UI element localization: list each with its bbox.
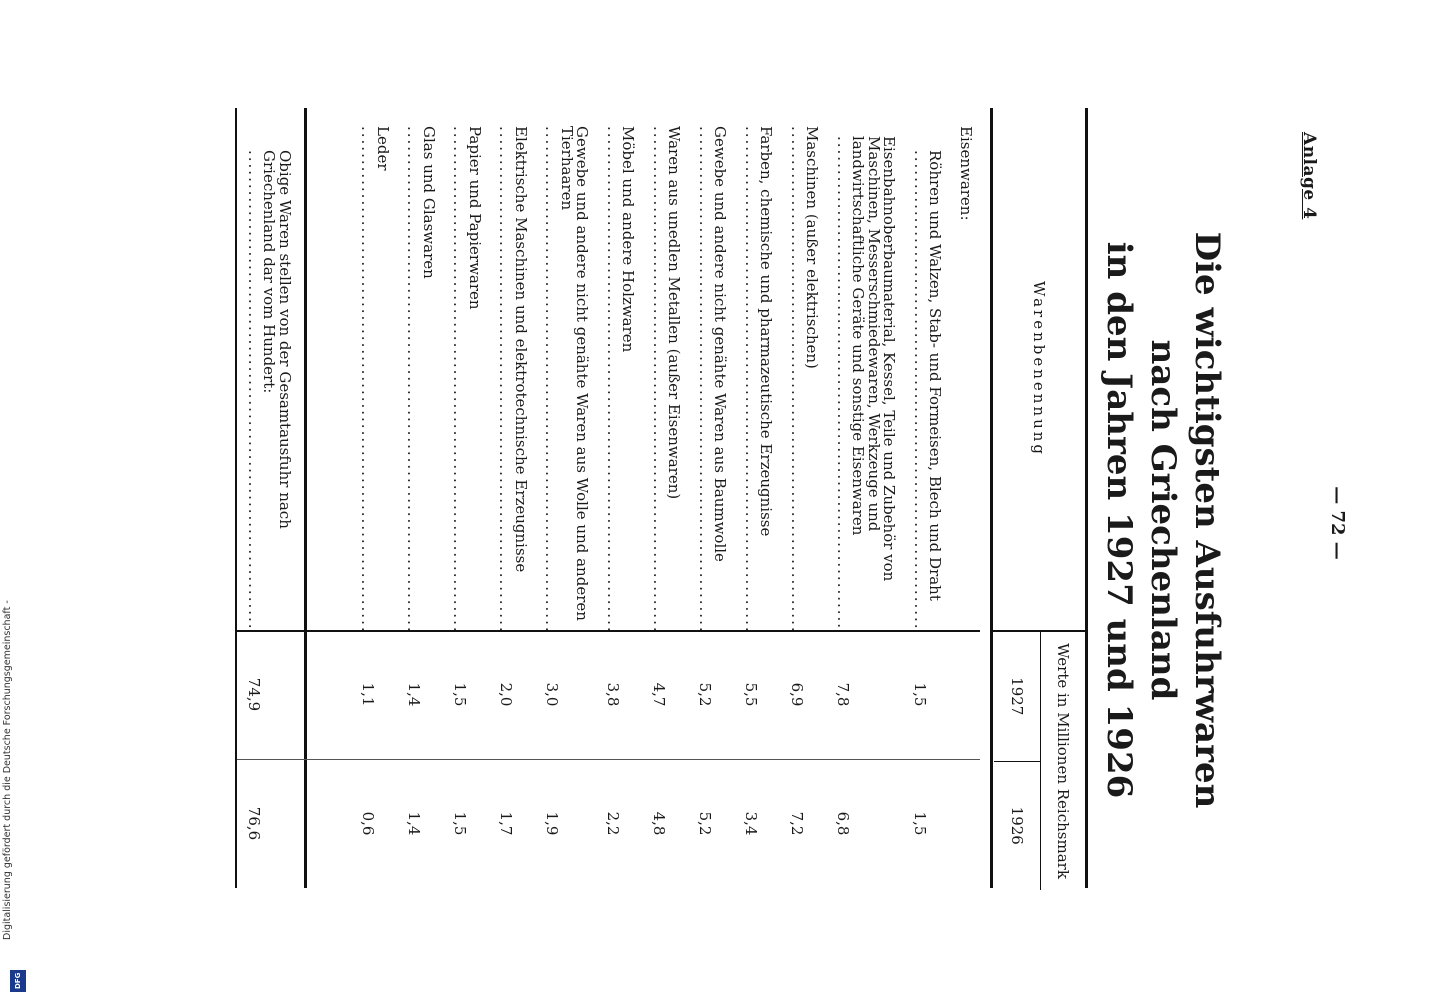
row-label: Gewebe und andere nicht genähte Waren aus Baumwolle ..... <box>689 108 735 630</box>
row-label: Glas und Glaswaren ..... <box>397 108 443 630</box>
value-1927: 2,0 <box>497 682 515 707</box>
row-label: Möbel und andere Holzwaren ..... <box>597 108 643 630</box>
title-line-1: Die wichtigsten Ausfuhrwaren nach Griechenland <box>1143 231 1227 809</box>
table-row <box>643 108 689 888</box>
value-1926: 7,2 <box>788 811 807 836</box>
goods-column-header: Warenbenennung <box>1030 280 1048 458</box>
value-1926: 4,8 <box>650 811 669 836</box>
table-row <box>489 108 535 888</box>
value-1927: 1,4 <box>405 682 423 707</box>
value-1927: 1,5 <box>911 682 930 707</box>
value-1927: 4,7 <box>650 682 669 707</box>
table-row <box>781 108 827 888</box>
value-1927: 5,2 <box>696 682 715 707</box>
dfg-logo: DFG <box>10 970 26 992</box>
table-header <box>990 108 1085 888</box>
summary-value-1927: 74,9 <box>245 677 264 712</box>
values-column-header <box>993 630 1085 890</box>
value-1927: 6,9 <box>788 682 807 707</box>
page-number: — 72 — <box>1327 486 1348 560</box>
row-label: Gewebe und andere nicht genähte Waren aus Wolle und anderen Tierhaaren ..... <box>535 108 597 630</box>
value-1926: 5,2 <box>696 811 715 836</box>
year-header-1926: 1926 <box>994 761 1040 891</box>
row-label: Elektrische Maschinen und elektrotechnische Erzeugnisse ..... <box>489 108 535 630</box>
table-row <box>535 108 597 888</box>
table-row <box>351 108 397 888</box>
value-1926: 2,2 <box>604 811 623 836</box>
value-1927: 5,5 <box>742 682 761 707</box>
table-row <box>689 108 735 888</box>
value-1927: 3,8 <box>604 682 623 707</box>
table-row <box>827 108 904 888</box>
row-label: Eisenbahnoberbaumaterial, Kessel, Teile und Zubehör von Maschinen, Messerschmiedewaren, Werkzeuge und landwirtschaftliche Geräte und sonstige Eisenwaren ..... <box>827 108 904 630</box>
row-label: Röhren und Walzen, Stab- und Formeisen, Blech und Draht ..... <box>904 108 950 630</box>
value-1926: 1,5 <box>451 811 469 836</box>
value-1926 <box>950 759 981 888</box>
export-table <box>236 108 1089 888</box>
value-1926: 1,9 <box>543 811 561 836</box>
value-1926: 0,6 <box>359 811 377 836</box>
year-headers <box>994 632 1040 890</box>
summary-label: Obige Waren stellen von der Gesamtausfuhr nach Griechenland dar vom Hundert: ..... <box>238 108 305 630</box>
row-label: Leder ..... <box>351 108 397 630</box>
table-body <box>238 108 981 888</box>
value-1926: 1,5 <box>911 811 930 836</box>
row-label: Waren aus unedlen Metallen (außer Eisenwaren) ..... <box>643 108 689 630</box>
value-1926: 1,7 <box>497 811 515 836</box>
year-header-1927: 1927 <box>1008 677 1026 716</box>
table-row <box>950 108 981 888</box>
column-divider <box>238 630 981 632</box>
value-1927: 1,1 <box>359 682 377 707</box>
table-row <box>443 108 489 888</box>
digitization-note: Digitalisierung gefördert durch die Deutsche Forschungsgemeinschaft - <box>2 600 13 940</box>
table-row <box>597 108 643 888</box>
value-1926: 1,4 <box>405 811 423 836</box>
value-1926: 6,8 <box>834 811 853 836</box>
row-label: Papier und Papierwaren ..... <box>443 108 489 630</box>
value-1927: 1,5 <box>451 682 469 707</box>
table-row <box>397 108 443 888</box>
year-divider <box>238 759 981 760</box>
row-label: Eisenwaren: <box>957 126 975 221</box>
summary-value-1926: 76,6 <box>245 806 264 841</box>
value-1927: 3,0 <box>543 682 561 707</box>
summary-row <box>238 108 308 888</box>
value-1926: 3,4 <box>742 811 761 836</box>
document-title <box>1097 180 1229 860</box>
value-1927 <box>950 630 981 759</box>
table-row <box>904 108 950 888</box>
annex-label: Anlage 4 <box>1299 132 1319 220</box>
row-label: Maschinen (außer elektrischen) ..... <box>781 108 827 630</box>
values-header-title: Werte in Millionen Reichsmark <box>1040 632 1085 890</box>
title-line-2: in den Jahren 1927 und 1926 <box>1099 241 1139 799</box>
row-label: Farben, chemische und pharmazeutische Erzeugnisse ..... <box>735 108 781 630</box>
table-row <box>735 108 781 888</box>
value-1927: 7,8 <box>834 682 853 707</box>
